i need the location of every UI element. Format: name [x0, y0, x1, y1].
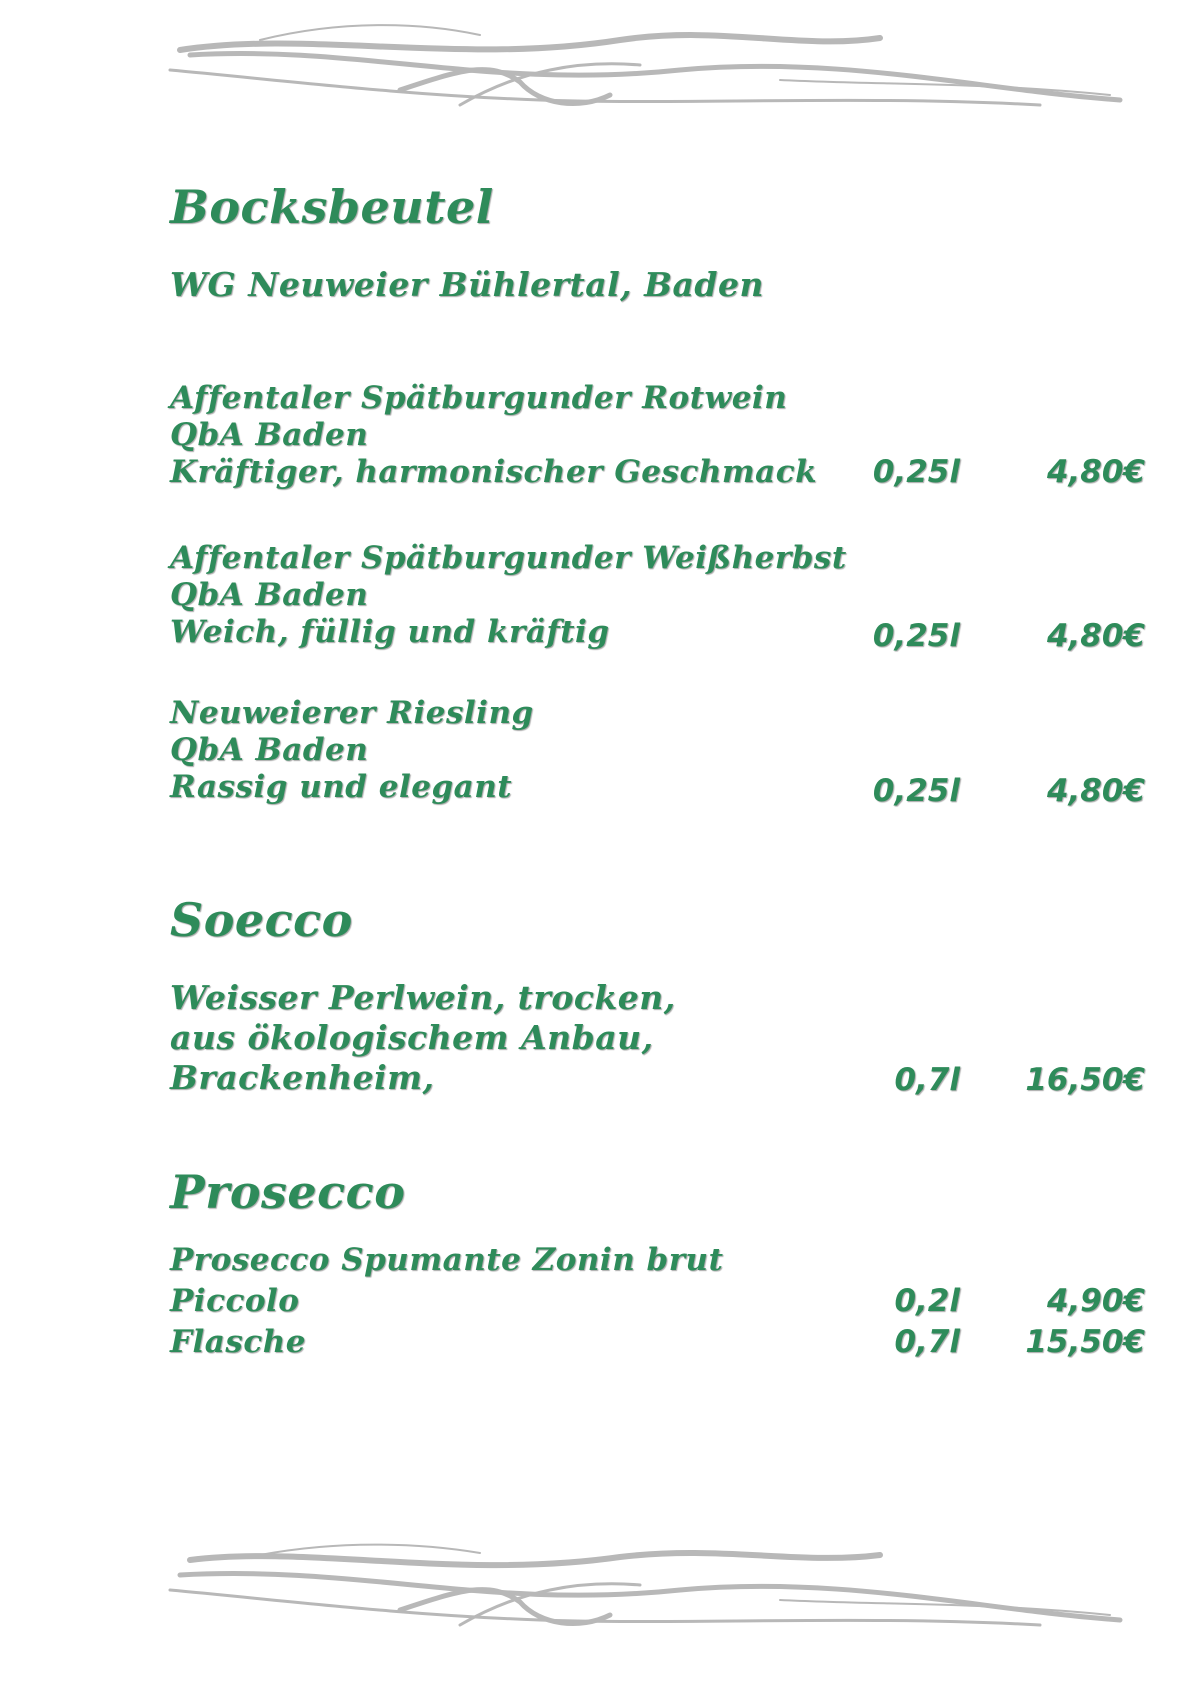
- section-subtitle-bocksbeutel: WG Neuweier Bühlertal, Baden: [170, 265, 764, 304]
- prosecco-variant-price: 15,50€: [1025, 1324, 1145, 1360]
- wine-description: Rassig und elegant: [170, 769, 513, 805]
- prosecco-variant-label: Flasche: [170, 1324, 306, 1360]
- bottom-ornament-icon: [160, 1535, 1140, 1655]
- wine-name: Affentaler Spätburgunder Rotwein: [170, 380, 788, 416]
- wine-name: Affentaler Spätburgunder Weißherbst: [170, 540, 847, 576]
- soecco-line: Weisser Perlwein, trocken,: [170, 978, 676, 1017]
- wine-description: Weich, füllig und kräftig: [170, 614, 610, 650]
- section-title-prosecco: Prosecco: [170, 1165, 406, 1219]
- prosecco-name: Prosecco Spumante Zonin brut: [170, 1242, 724, 1278]
- wine-quantity: 0,25l: [872, 773, 960, 809]
- prosecco-variant-price: 4,90€: [1046, 1283, 1145, 1319]
- wine-quantity: 0,25l: [872, 454, 960, 490]
- top-ornament-icon: [160, 10, 1140, 130]
- wine-origin: QbA Baden: [170, 732, 369, 768]
- wine-origin: QbA Baden: [170, 577, 369, 613]
- wine-description: Kräftiger, harmonischer Geschmack: [170, 454, 818, 490]
- prosecco-variant-label: Piccolo: [170, 1283, 300, 1319]
- wine-price: 4,80€: [1046, 773, 1145, 809]
- prosecco-variant-quantity: 0,7l: [894, 1324, 960, 1360]
- wine-name: Neuweierer Riesling: [170, 695, 534, 731]
- section-title-soecco: Soecco: [170, 893, 353, 947]
- soecco-quantity: 0,7l: [894, 1062, 960, 1098]
- soecco-price: 16,50€: [1025, 1062, 1145, 1098]
- section-title-bocksbeutel: Bocksbeutel: [170, 180, 494, 234]
- soecco-line: aus ökologischem Anbau,: [170, 1018, 654, 1057]
- wine-price: 4,80€: [1046, 454, 1145, 490]
- wine-price: 4,80€: [1046, 618, 1145, 654]
- wine-quantity: 0,25l: [872, 618, 960, 654]
- soecco-line: Brackenheim,: [170, 1058, 435, 1097]
- wine-origin: QbA Baden: [170, 417, 369, 453]
- prosecco-variant-quantity: 0,2l: [894, 1283, 960, 1319]
